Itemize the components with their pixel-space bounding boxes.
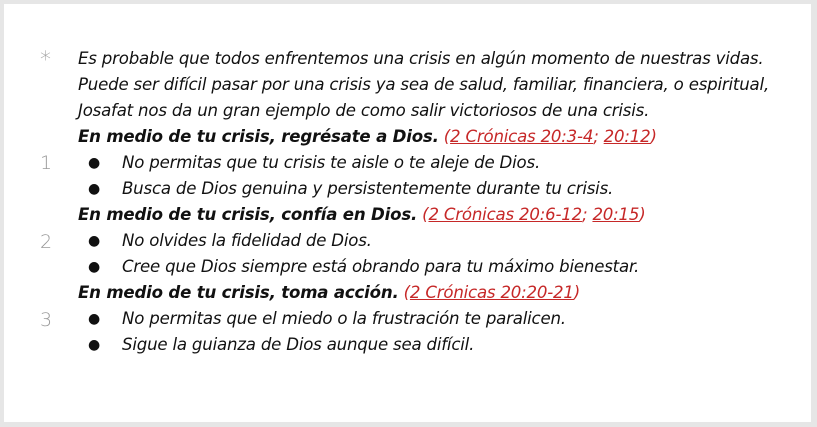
sermon-outline [78, 46, 803, 358]
section-heading-text: En medio de tu crisis, confía en Dios. [78, 205, 418, 224]
point-number-1: 1 [40, 152, 53, 174]
ref-open: ( [398, 283, 410, 302]
list-item [78, 176, 803, 202]
document-page [4, 4, 811, 422]
bullet-icon: ● [88, 233, 101, 249]
point-number-3: 3 [40, 309, 53, 331]
ref-open: ( [438, 127, 451, 146]
star-marker: * [40, 48, 51, 73]
intro-paragraph: Es probable que todos enfrentemos una crisis en algún momento de nuestras vidas. Puede ser difícil pasar por una crisis ya sea de salud, familiar, financiera, o espiritual, Josafat nos da un gran ejemplo de como salir victoriosos de una crisis. [78, 49, 770, 120]
ref-close: ) [573, 283, 581, 302]
section-heading-text: En medio de tu crisis, regrésate a Dios. [78, 127, 439, 146]
ref-open: ( [417, 205, 429, 224]
bullet-icon: ● [88, 337, 101, 353]
ref-separator: ; [581, 205, 593, 224]
list-item [78, 306, 803, 332]
ref-link[interactable]: 2 Crónicas 20:3-4 [450, 127, 594, 146]
ref-link[interactable]: 2 Crónicas 20:20-21 [409, 283, 574, 302]
list-item-text: Busca de Dios genuina y persistentemente durante tu crisis. [122, 179, 614, 198]
bullet-icon: ● [88, 155, 101, 171]
ref-link[interactable]: 2 Crónicas 20:6-12 [428, 205, 582, 224]
scripture-reference [417, 205, 645, 224]
scripture-reference [399, 283, 581, 302]
bullet-icon: ● [88, 259, 101, 275]
section-heading-text: En medio de tu crisis, toma acción. [78, 283, 399, 302]
ref-link[interactable]: 20:12 [603, 127, 651, 146]
list-item-text: No olvides la fidelidad de Dios. [122, 231, 372, 250]
bullet-list [78, 150, 803, 202]
list-item [78, 228, 803, 254]
section-heading-1 [78, 124, 803, 150]
scripture-reference [439, 127, 657, 146]
bullet-icon: ● [88, 311, 101, 327]
point-number-2: 2 [40, 231, 53, 253]
list-item-text: No permitas que el miedo o la frustración te paralicen. [122, 309, 566, 328]
list-item-text: No permitas que tu crisis te aisle o te aleje de Dios. [122, 153, 541, 172]
list-item [78, 150, 803, 176]
list-item [78, 254, 803, 280]
ref-close: ) [650, 127, 657, 146]
list-item-text: Cree que Dios siempre está obrando para tu máximo bienestar. [122, 257, 640, 276]
section-heading-3 [78, 280, 803, 306]
ref-close: ) [639, 205, 646, 224]
list-item [78, 332, 803, 358]
bullet-list [78, 228, 803, 280]
bullet-icon: ● [88, 181, 101, 197]
ref-separator: ; [593, 127, 604, 146]
bullet-list [78, 306, 803, 358]
list-item-text: Sigue la guianza de Dios aunque sea difícil. [122, 335, 475, 354]
ref-link[interactable]: 20:15 [592, 205, 640, 224]
section-heading-2 [78, 202, 803, 228]
